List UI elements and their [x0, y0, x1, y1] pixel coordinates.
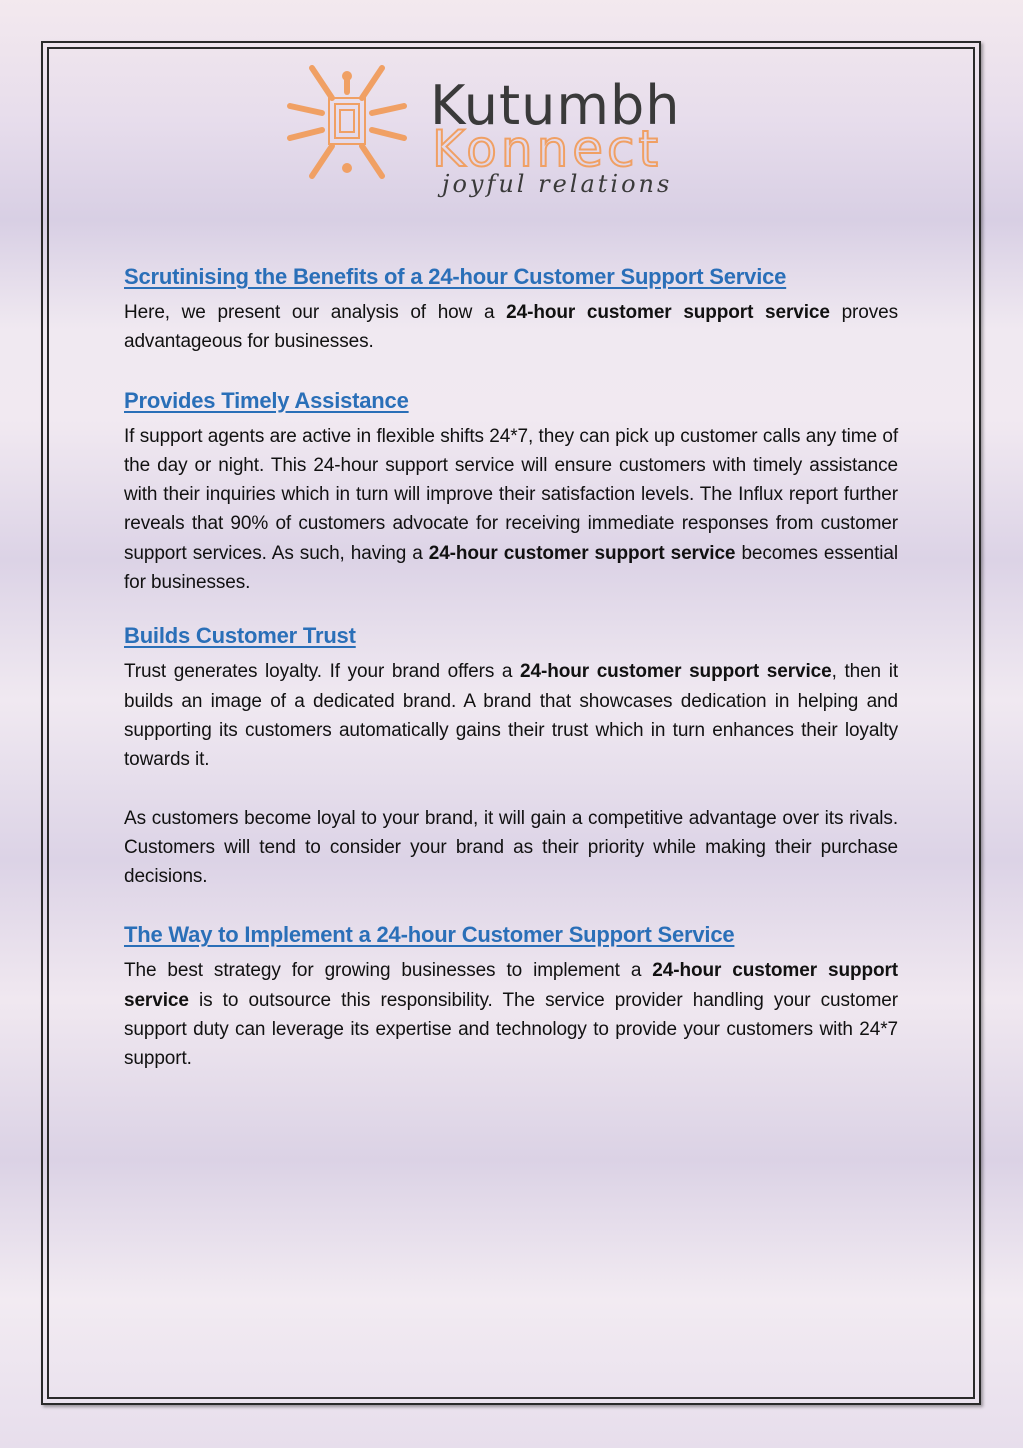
paragraph-timely: [124, 422, 898, 598]
brand-line1: Kutumbh: [430, 74, 681, 137]
text-run: is to outsource this responsibility. The service provider handling your customer support duty can leverage its expertise and technology to provide your customers with 24*7 support.: [124, 989, 898, 1070]
bold-keyword: 24-hour customer support service: [124, 960, 898, 1011]
kutumbh-konnect-logo: [282, 58, 752, 208]
text-run: Here, we present our analysis of how a: [124, 302, 507, 323]
brand-tagline: joyful relations: [442, 170, 673, 198]
heading-implement: The Way to Implement a 24-hour Customer Support Service: [124, 922, 735, 948]
bold-keyword: 24-hour customer support service: [506, 302, 830, 323]
heading-customer-trust: Builds Customer Trust: [124, 623, 356, 649]
article-body: [124, 262, 898, 1074]
text-run: proves advantageous for businesses.: [124, 302, 899, 353]
text-run: If support agents are active in flexible shifts 24*7, they can pick up customer calls any time of the day or night. This 24-hour support service will ensure customers with timely assistance with their inquiries which in turn will improve their satisfaction levels. The Influx report further reveals that 90% of customers advocate for receiving immediate responses from customer support services. As such, having a: [124, 425, 898, 564]
paragraph-trust-1: [124, 657, 898, 774]
sun-emblem-icon: [290, 68, 404, 176]
paragraph-trust-2: As customers become loyal to your brand, it will gain a competitive advantage over its rivals. Customers will tend to consider your brand as their priority while making their purchase decisions.: [124, 807, 898, 888]
heading-timely-assistance: Provides Timely Assistance: [124, 387, 409, 413]
bold-keyword: 24-hour customer support service: [520, 661, 832, 683]
brand-line2: Konnect: [432, 120, 663, 178]
paragraph-intro: [124, 298, 898, 357]
text-run: , then it builds an image of a dedicated brand. A brand that showcases dedication in helping and supporting its customers automatically gains their trust which in turn enhances their loyalty towards it.: [124, 661, 898, 771]
text-run: becomes essential for businesses.: [124, 542, 898, 594]
paragraph-implement: [124, 956, 898, 1073]
heading-benefits: Scrutinising the Benefits of a 24-hour Customer Support Service: [124, 264, 787, 289]
bold-keyword: 24-hour customer support service: [428, 542, 736, 564]
text-run: Trust generates loyalty. If your brand offers a: [124, 661, 521, 683]
text-run: The best strategy for growing businesses to implement a: [124, 960, 653, 982]
